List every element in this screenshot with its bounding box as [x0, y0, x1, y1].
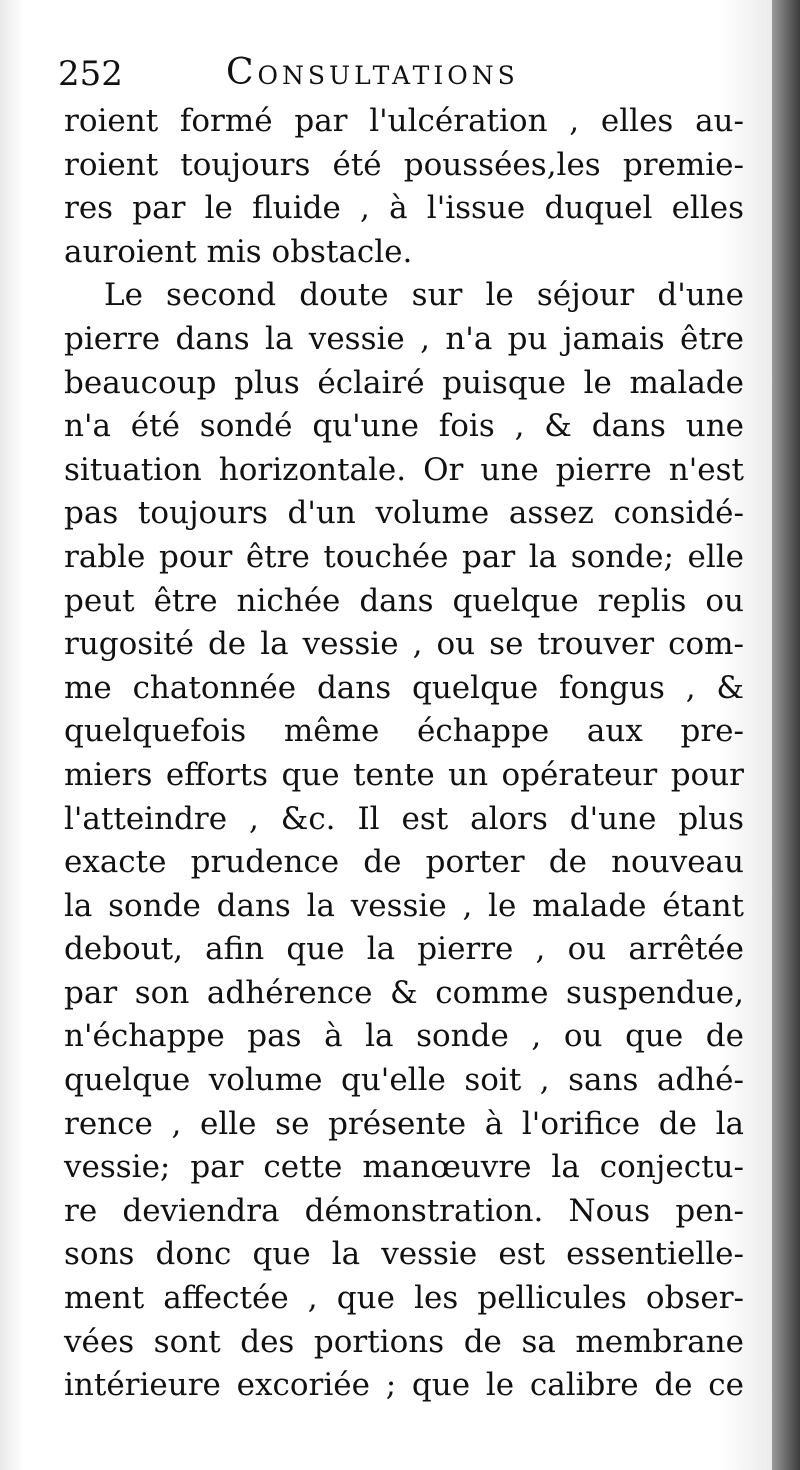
book-gutter: [772, 0, 800, 1470]
text-line: rable pour être touchée par la sonde; elle: [64, 538, 744, 575]
text-line: me chatonnée dans quelque fongus , &: [64, 669, 744, 706]
text-line: miers efforts que tente un opérateur pour: [64, 756, 744, 793]
text-line: l'atteindre , &c. Il est alors d'une plus: [64, 800, 744, 837]
text-line: pierre dans la vessie , n'a pu jamais être: [64, 320, 744, 357]
text-line: roient formé par l'ulcération , elles au-: [64, 103, 744, 139]
text-line: quelque volume qu'elle soit , sans adhé-: [64, 1062, 744, 1099]
text-line: res par le fluide , à l'issue duquel elles: [64, 190, 744, 227]
text-line: vées sont des portions de sa membrane: [64, 1323, 744, 1360]
text-line: auroient mis obstacle.: [64, 233, 413, 270]
text-line: n'échappe pas à la sonde , ou que de: [64, 1018, 744, 1055]
text-line: exacte prudence de porter de nouveau: [64, 844, 744, 881]
text-line: beaucoup plus éclairé puisque le malade: [64, 364, 744, 401]
text-line: pas toujours d'un volume assez considé-: [64, 495, 744, 532]
text-line: situation horizontale. Or une pierre n'est: [64, 451, 744, 488]
text-line: sons donc que la vessie est essentielle-: [64, 1236, 744, 1273]
text-line: ment affectée , que les pellicules obser-: [64, 1280, 744, 1317]
text-line: vessie; par cette manœuvre la conjectu-: [64, 1149, 744, 1186]
text-line: quelquefois même échappe aux pre-: [64, 713, 744, 750]
text-line: intérieure excoriée ; que le calibre de ce: [64, 1367, 744, 1404]
text-line: par son adhérence & comme suspendue,: [64, 974, 744, 1011]
text-line: n'a été sondé qu'une fois , & dans une: [64, 408, 744, 445]
running-title: Consultations: [226, 52, 519, 93]
text-line: rugosité de la vessie , ou se trouver com-: [64, 626, 744, 663]
paragraph-start-line: Le second doute sur le séjour d'une: [104, 277, 744, 314]
text-line: roient toujours été poussées,les premie-: [64, 146, 744, 183]
page-header: [58, 50, 748, 98]
text-line: re deviendra démonstration. Nous pen-: [64, 1192, 744, 1229]
text-line: la sonde dans la vessie , le malade étant: [64, 887, 744, 924]
text-line: peut être nichée dans quelque replis ou: [64, 582, 744, 619]
text-line: rence , elle se présente à l'orifice de la: [64, 1105, 744, 1142]
page-number: 252: [58, 54, 123, 94]
body-text: [64, 100, 744, 1408]
text-line: debout, afin que la pierre , ou arrêtée: [64, 931, 744, 968]
